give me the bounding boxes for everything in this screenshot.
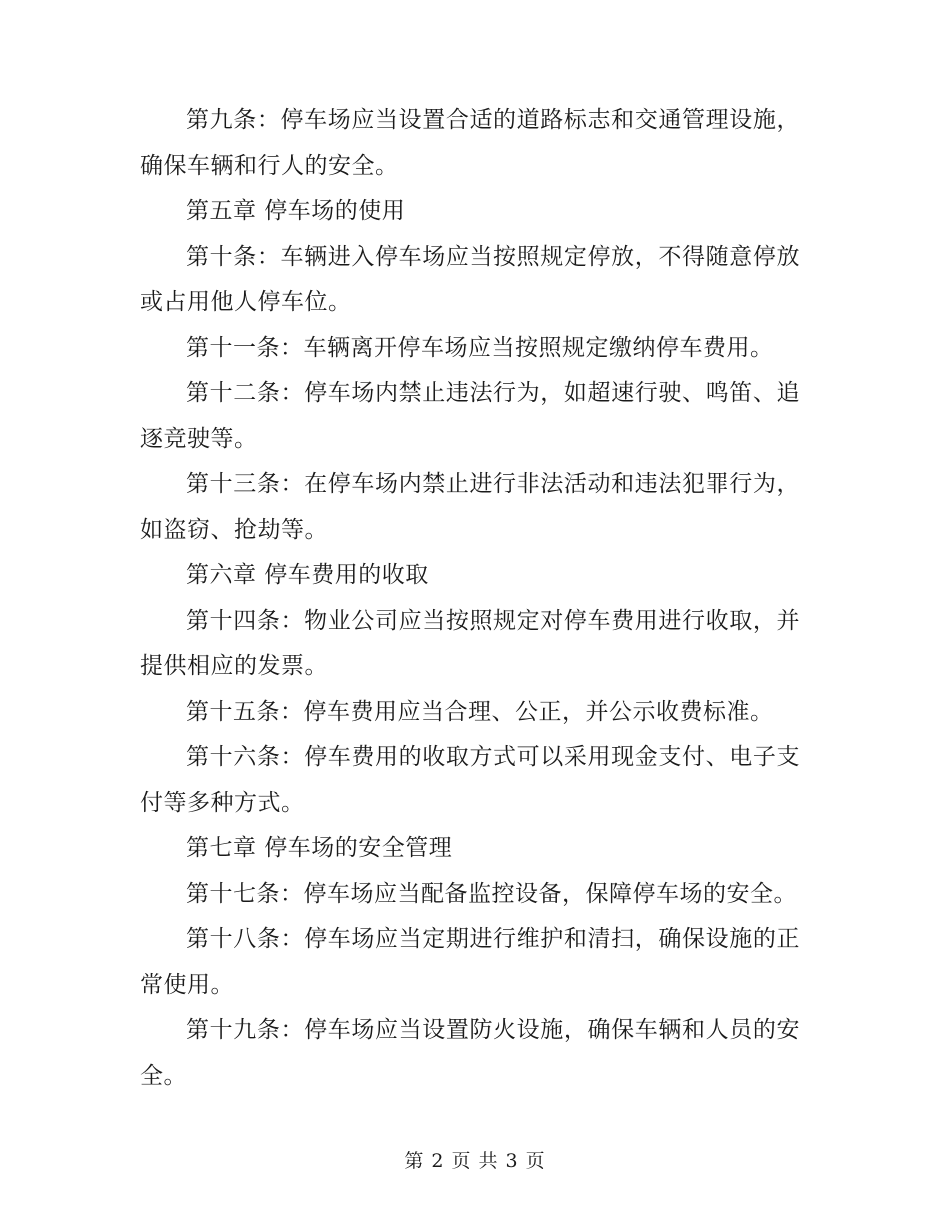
article-19: 第十九条：停车场应当设置防火设施，确保车辆和人员的安全。 [140, 1017, 800, 1089]
article-14: 第十四条：物业公司应当按照规定对停车费用进行收取，并提供相应的发票。 [140, 607, 800, 679]
article-11: 第十一条：车辆离开停车场应当按照规定缴纳停车费用。 [186, 334, 774, 361]
article-17: 第十七条：停车场应当配备监控设备，保障停车场的安全。 [186, 880, 797, 907]
chapter-7-heading: 第七章 停车场的安全管理 [186, 835, 453, 861]
article-10: 第十条：车辆进入停车场应当按照规定停放，不得随意停放或占用他人停车位。 [140, 243, 800, 315]
chapter-6-heading: 第六章 停车费用的收取 [186, 562, 429, 588]
article-16: 第十六条：停车费用的收取方式可以采用现金支付、电子支付等多种方式。 [140, 744, 800, 816]
article-9: 第九条：停车场应当设置合适的道路标志和交通管理设施，确保车辆和行人的安全。 [140, 107, 800, 179]
document-body [140, 98, 800, 1099]
article-12: 第十二条：停车场内禁止违法行为，如超速行驶、鸣笛、追逐竞驶等。 [140, 380, 800, 452]
page-number: 第 2 页 共 3 页 [404, 1150, 546, 1172]
article-15: 第十五条：停车费用应当合理、公正，并公示收费标准。 [186, 698, 774, 725]
article-13: 第十三条：在停车场内禁止进行非法活动和违法犯罪行为，如盗窃、抢劫等。 [140, 471, 800, 543]
article-18: 第十八条：停车场应当定期进行维护和清扫，确保设施的正常使用。 [140, 926, 800, 998]
chapter-5-heading: 第五章 停车场的使用 [186, 198, 406, 224]
